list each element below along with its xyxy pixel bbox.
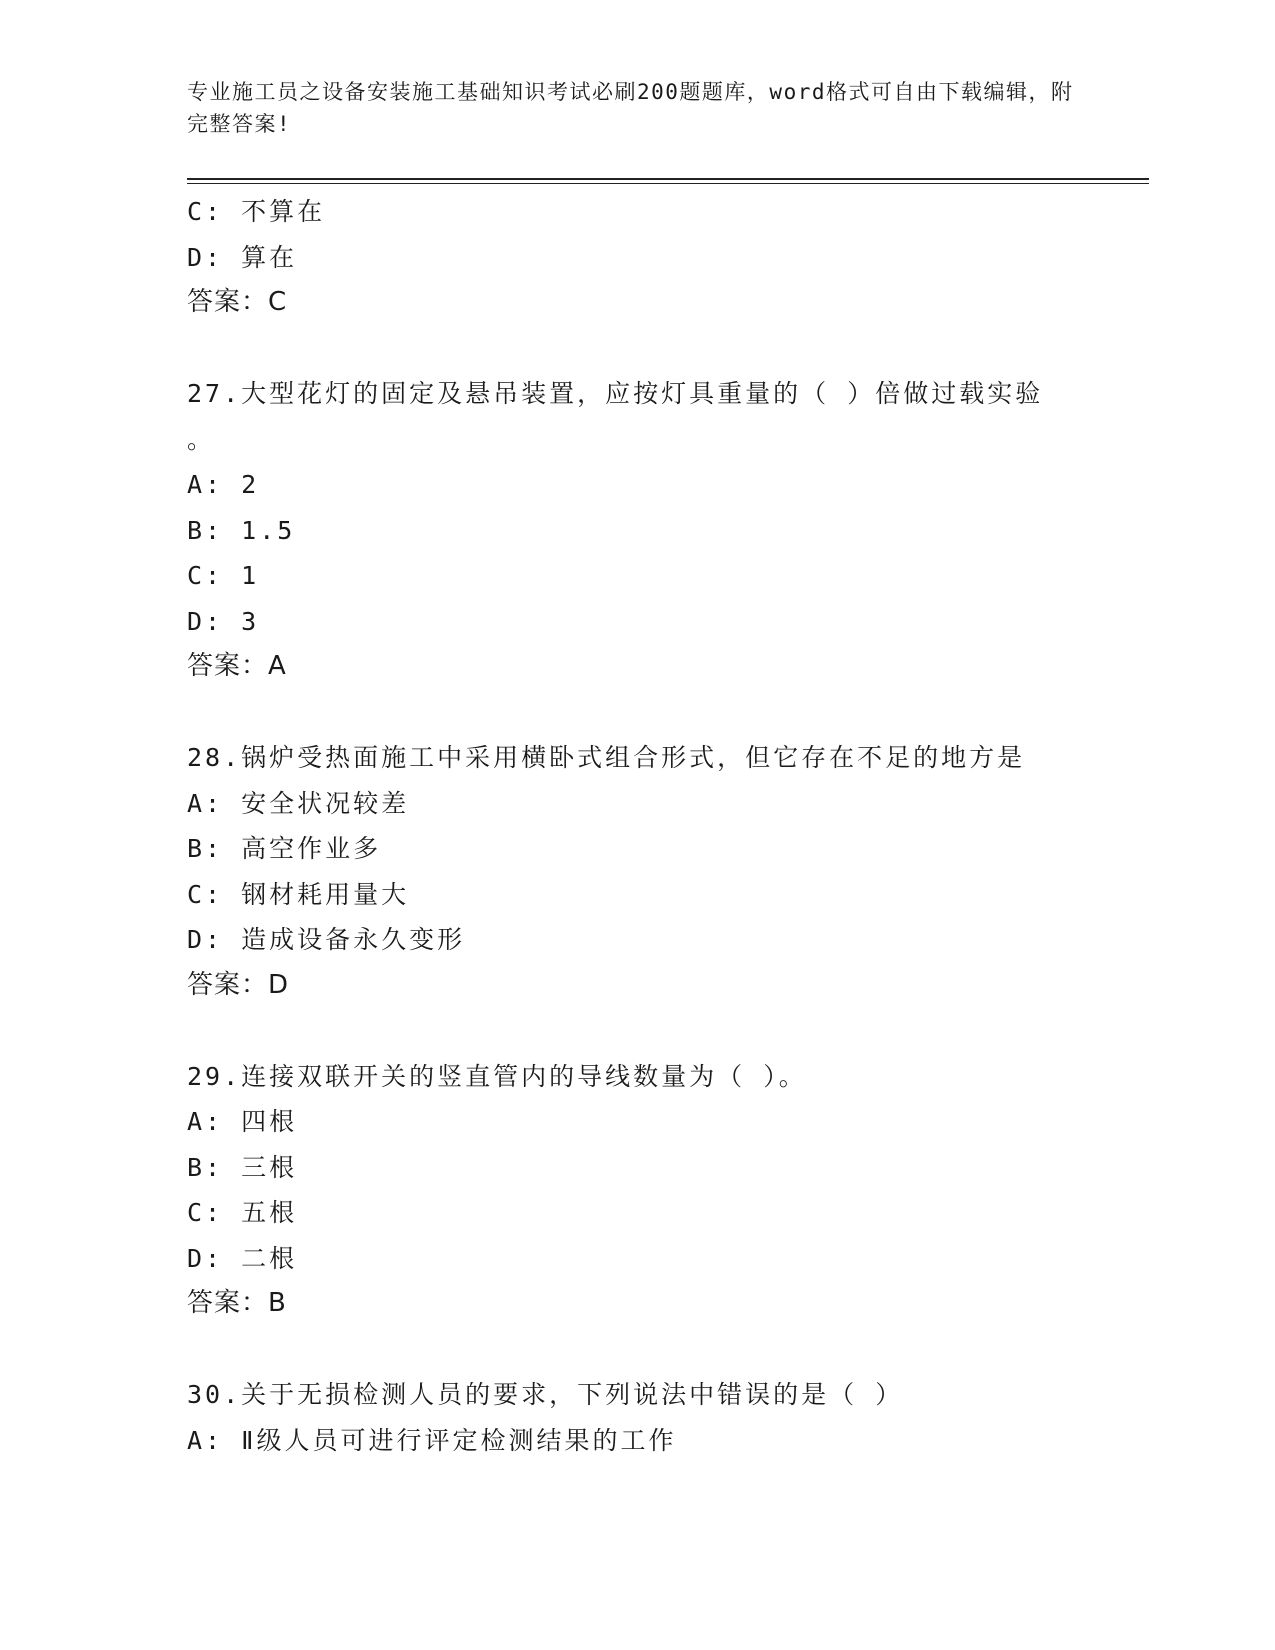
option-c: C: 1 — [187, 561, 260, 590]
header-rule-thick — [187, 178, 1149, 180]
header-rule-thin — [187, 183, 1149, 184]
document-header: 专业施工员之设备安装施工基础知识考试必刷200题题库，word格式可自由下载编辑，附完整答案! — [187, 80, 1074, 136]
option-a: A: 安全状况较差 — [187, 788, 410, 818]
option-a: A: Ⅱ级人员可进行评定检测结果的工作 — [187, 1425, 677, 1455]
document-body — [187, 189, 1147, 1463]
option-d: D: 造成设备永久变形 — [187, 925, 466, 954]
option-c: C: 五根 — [187, 1198, 298, 1227]
option-d: D: 二根 — [187, 1243, 298, 1273]
question-stem: 30.关于无损检测人员的要求，下列说法中错误的是（ ） — [187, 1380, 904, 1409]
answer-line: 答案：C — [187, 287, 288, 317]
question-stem-continued: 。 — [187, 424, 216, 454]
question-stem: 28.锅炉受热面施工中采用横卧式组合形式，但它存在不足的地方是 — [187, 743, 1026, 772]
option-d: D: 3 — [187, 606, 260, 636]
option-c: C: 不算在 — [187, 197, 326, 226]
answer-line: 答案：B — [187, 1288, 287, 1318]
option-b: B: 三根 — [187, 1152, 298, 1182]
option-a: A: 四根 — [187, 1107, 298, 1136]
question-stem: 27.大型花灯的固定及悬吊装置，应按灯具重量的（ ）倍做过载实验 — [187, 379, 1044, 408]
question-stem: 29.连接双联开关的竖直管内的导线数量为（ ）。 — [187, 1061, 807, 1091]
option-d: D: 算在 — [187, 242, 298, 272]
option-b: B: 1.5 — [187, 515, 296, 545]
option-a: A: 2 — [187, 470, 260, 499]
answer-line: 答案：A — [187, 651, 287, 681]
answer-line: 答案：D — [187, 969, 290, 1000]
option-c: C: 钢材耗用量大 — [187, 879, 410, 909]
option-b: B: 高空作业多 — [187, 834, 382, 863]
